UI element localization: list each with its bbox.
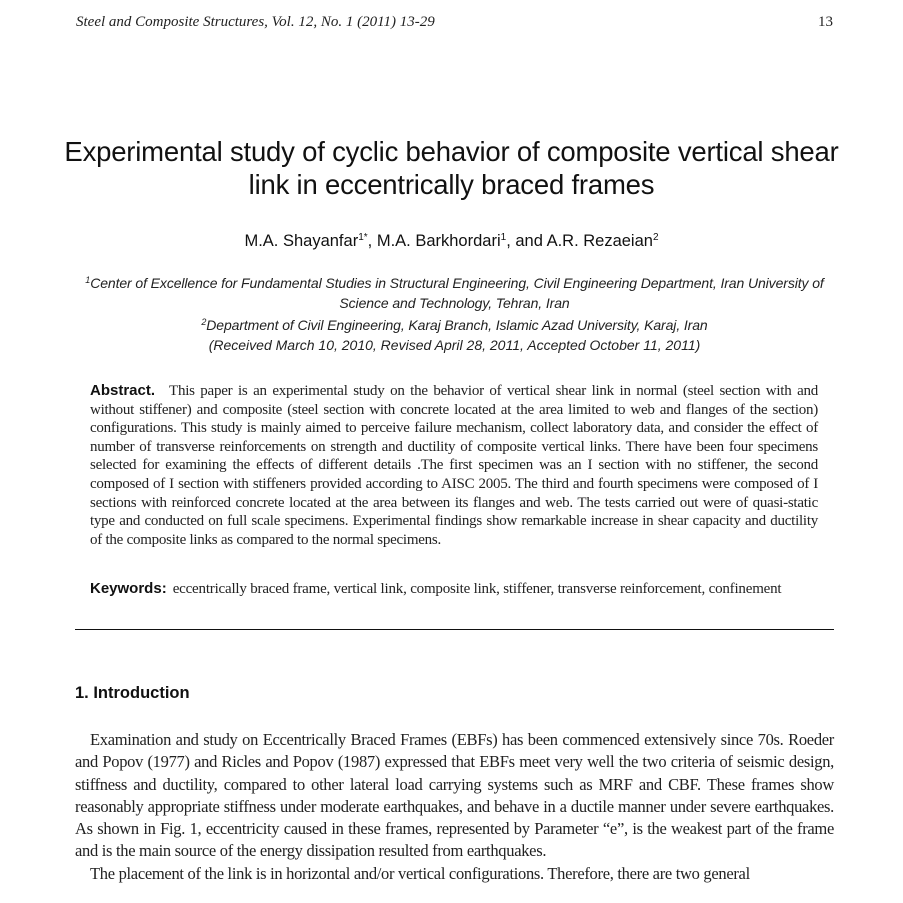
author-affiliation-mark: 1* [358,232,368,243]
received-dates: (Received March 10, 2010, Revised April 28, 2011, Accepted October 11, 2011) [208,337,701,353]
abstract [90,382,818,549]
paragraph: The placement of the link is in horizontal and/or vertical configurations. Therefore, there are two general [90,863,750,883]
abstract-text: This paper is an experimental study on the behavior of vertical shear link in normal (steel section with and without stiffener) and composite (steel section with concrete located at the area limited to web and flanges of the section) configurations. This study is mainly aimed to perceive failure mechanism, collect laboratory data, and consider the effect of number of transverse reinforcements on strength and ductility of composite vertical links. There have been four specimens selected for examining the effects of different details .The first specimen was an I section with no stiffener, the second composed of I section with stiffeners provided according to AISC 2005. The third and fourth specimens were composed of I sections with reinforced concrete located at the area between its flanges and web. The tests carried out were of quasi-static type and conducted on full scale specimens. Experimental findings show remarkable increase in shear capacity and ductility of the composite links as compared to the normal specimens. [90,383,818,548]
journal-citation: Steel and Composite Structures, Vol. 12, No. 1 (2011) 13-29 [76,14,435,30]
keywords-text: eccentrically braced frame, vertical link, composite link, stiffener, transverse reinforcement, confinement [172,581,782,597]
keywords [90,579,818,600]
author-name: A.R. Rezaeian [546,232,653,250]
author-affiliation-mark: 2 [652,232,659,243]
introduction-body [75,729,834,885]
page-number: 13 [818,14,833,30]
keywords-label: Keywords: [90,580,167,597]
author-name: M.A. Barkhordari [376,232,501,250]
author-list [60,232,843,251]
affiliation [76,313,833,336]
author-name: M.A. Shayanfar [244,232,359,250]
running-head [76,14,833,31]
affiliation-mark: 1 [85,275,91,285]
affiliation-text: Department of Civil Engineering, Karaj Branch, Islamic Azad University, Karaj, Iran [206,317,708,333]
author-separator: , [367,232,377,250]
paragraph: Examination and study on Eccentrically Braced Frames (EBFs) has been commenced extensively since 70s. Roeder and Popov (1977) and Ricles and Popov (1987) expressed that EBFs meet very well the two criteria of seismic design, stiffness and ductility, compared to other lateral load carrying systems such as MRF and CBF. These frames show reasonably appropriate stiffness under moderate earthquakes, and behave in a ductile manner under severe earthquakes. As shown in Fig. 1, eccentricity caused in these frames, represented by Parameter “e”, is the weakest part of the frame and is the main source of the energy dissipation resulted from earthquakes. [75,730,834,861]
section-heading-introduction: 1. Introduction [75,684,190,702]
affiliation-mark: 2 [201,317,207,327]
affiliations [76,271,833,336]
paper-title: Experimental study of cyclic behavior of composite vertical shear link in eccentrically braced frames [64,136,839,200]
abstract-label: Abstract. [90,382,156,399]
author-separator: , and [506,232,547,250]
section-divider [75,629,834,630]
author-affiliation-mark: 1 [500,232,507,243]
affiliation [76,271,833,313]
affiliation-text: Center of Excellence for Fundamental Studies in Structural Engineering, Civil Engineering Department, Iran University of Science and Technology, Tehran, Iran [90,275,824,311]
